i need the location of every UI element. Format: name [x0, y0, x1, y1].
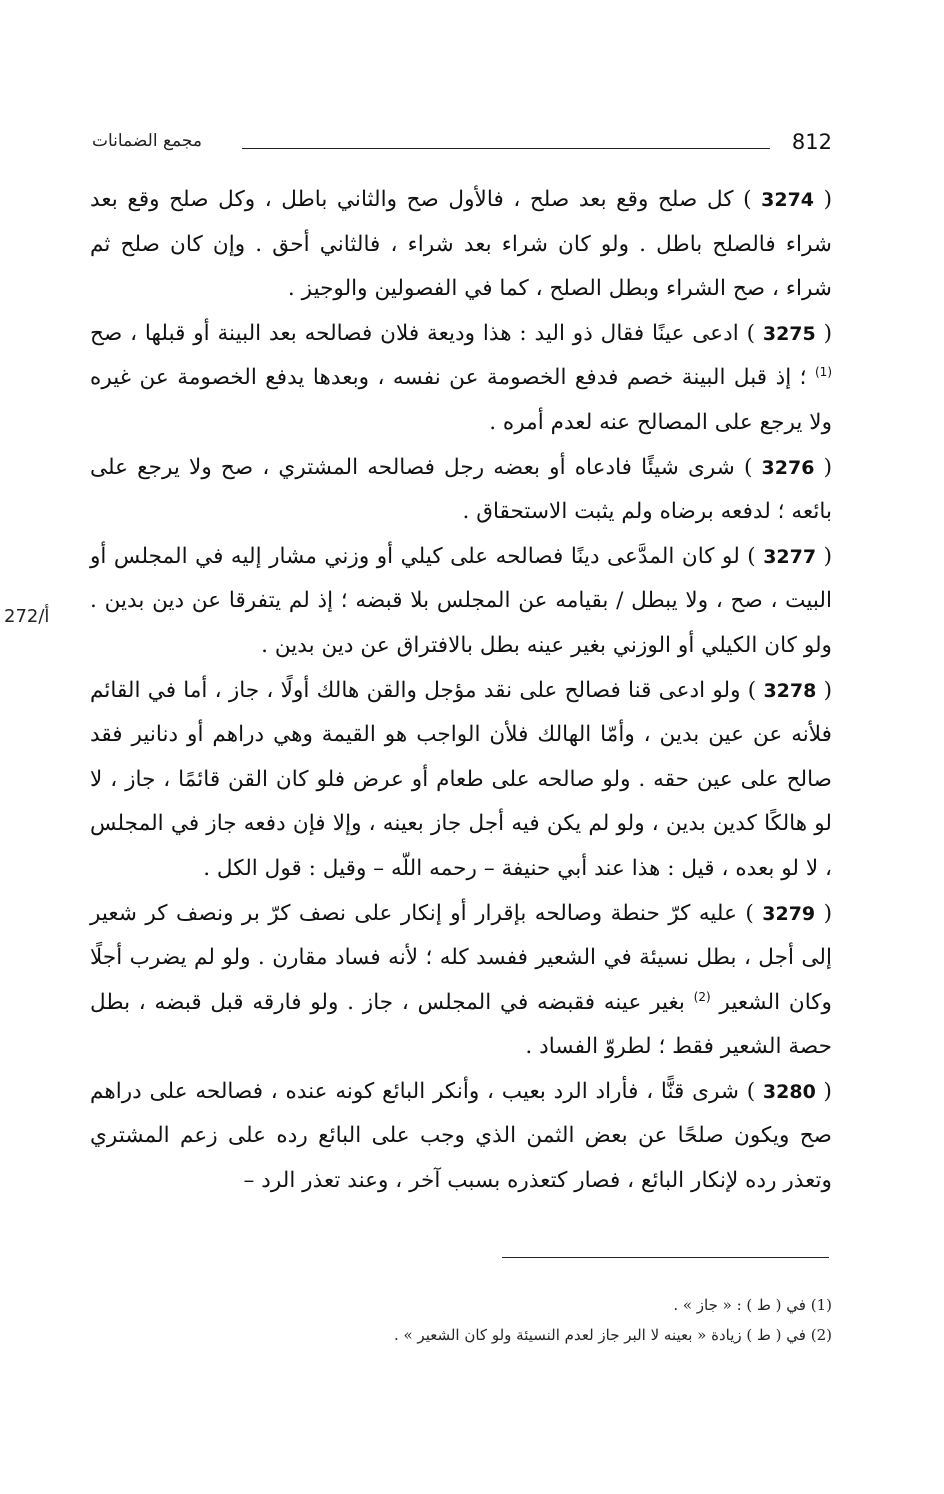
main-text	[90, 178, 832, 1204]
paragraph-3278: ( 3278 ) ولو ادعى قنا فصالح على نقد مؤجل والقن هالك أولًا ، جاز ، أما في القائم فلأنه عن عين بدين ، وأمّا الهالك فلأن الواجب هو القيمة وهي دراهم أو دنانير فقد صالح على عين حقه . ولو صالحه على طعام أو عرض فلو كان القن قائمًا ، جاز ، لا لو هالكًا كدين بدين ، ولو لم يكن فيه أجل جاز بعينه ، وإلا فإن دفعه جاز في المجلس ، لا لو بعده ، قيل : هذا عند أبي حنيفة – رحمه اللّه – وقيل : قول الكل .	[90, 677, 833, 881]
paragraph-3277: ( 3277 ) لو كان المدَّعى دينًا فصالحه على كيلي أو وزني مشار إليه في المجلس أو البيت ، صح ، ولا يبطل / بقيامه عن المجلس بلا قبضه ؛ إذ لم يتفرقا عن دين بدين . ولو كان الكيلي أو الوزني بغير عينه بطل بالافتراق عن دين بدين .	[90, 543, 832, 658]
entry-number: 3280	[762, 1080, 816, 1103]
footnote-2: (2) في ( ط ) زيادة « بعينه لا البر جاز لعدم النسيئة ولو كان الشعير » .	[393, 1326, 832, 1344]
footnote-ref[interactable]: (1)	[814, 365, 832, 380]
entry-number: 3279	[762, 902, 816, 925]
footnote-rule	[502, 1257, 829, 1258]
paragraph-3279: ( 3279 ) عليه كرّ حنطة وصالحه بإقرار أو إنكار على نصف كرّ بر ونصف كر شعير إلى أجل ، بطل نسيئة في الشعير ففسد كله ؛ لأنه فساد مقارن . ولو لم يضرب أجلًا وكان الشعير $^{(2)}$ بغير عينه فقبضه في المجلس ، جاز . ولو فارقه قبل قبضه ، بطل حصة الشعير فقط ؛ لطروّ الفساد .	[90, 900, 832, 1060]
footnote-ref[interactable]: (2)	[693, 989, 711, 1004]
manuscript-folio-note: 272/أ	[4, 606, 50, 627]
paragraph-3275: ( 3275 ) ادعى عينًا فقال ذو اليد : هذا وديعة فلان فصالحه بعد البينة أو قبلها ، صح $^{(1)}$ ؛ إذ قبل البينة خصم فدفع الخصومة عن نفسه ، وبعدها يدفع الخصومة عن غيره ولا يرجع على المصالح عنه لعدم أمره .	[90, 320, 832, 435]
footnote-1: (1) في ( ط ) : « جاز » .	[673, 1296, 832, 1314]
running-title: مجمع الضمانات	[92, 131, 202, 151]
header-rule	[242, 148, 770, 149]
entry-number: 3278	[763, 679, 817, 702]
paragraph-3280: ( 3280 ) شرى قنًّا ، فأراد الرد بعيب ، وأنكر البائع كونه عنده ، فصالحه على دراهم صح ويكون صلحًا عن بعض الثمن الذي وجب على البائع رده على زعم المشتري وتعذر رده لإنكار البائع ، فصار كتعذره بسبب آخر ، وعند تعذر الرد –	[90, 1078, 832, 1194]
paragraph-3274: ( 3274 ) كل صلح وقع بعد صلح ، فالأول صح والثاني باطل ، وكل صلح وقع بعد شراء فالصلح باطل . ولو كان شراء بعد شراء ، فالثاني أحق . وإن كان صلح ثم شراء ، صح الشراء وبطل الصلح ، كما في الفصولين والوجيز .	[90, 187, 832, 302]
entry-number: 3275	[762, 322, 816, 345]
page-header	[92, 128, 832, 164]
entry-number: 3274	[761, 189, 815, 211]
page-number: 812	[791, 130, 832, 154]
entry-number: 3276	[761, 456, 815, 479]
footnotes	[112, 1290, 832, 1350]
paragraph-3276: ( 3276 ) شرى شيئًا فادعاه أو بعضه رجل فصالحه المشتري ، صح ولا يرجع على بائعه ؛ لدفعه برضاه ولم يثبت الاستحقاق .	[90, 454, 832, 525]
entry-number: 3277	[763, 545, 817, 568]
